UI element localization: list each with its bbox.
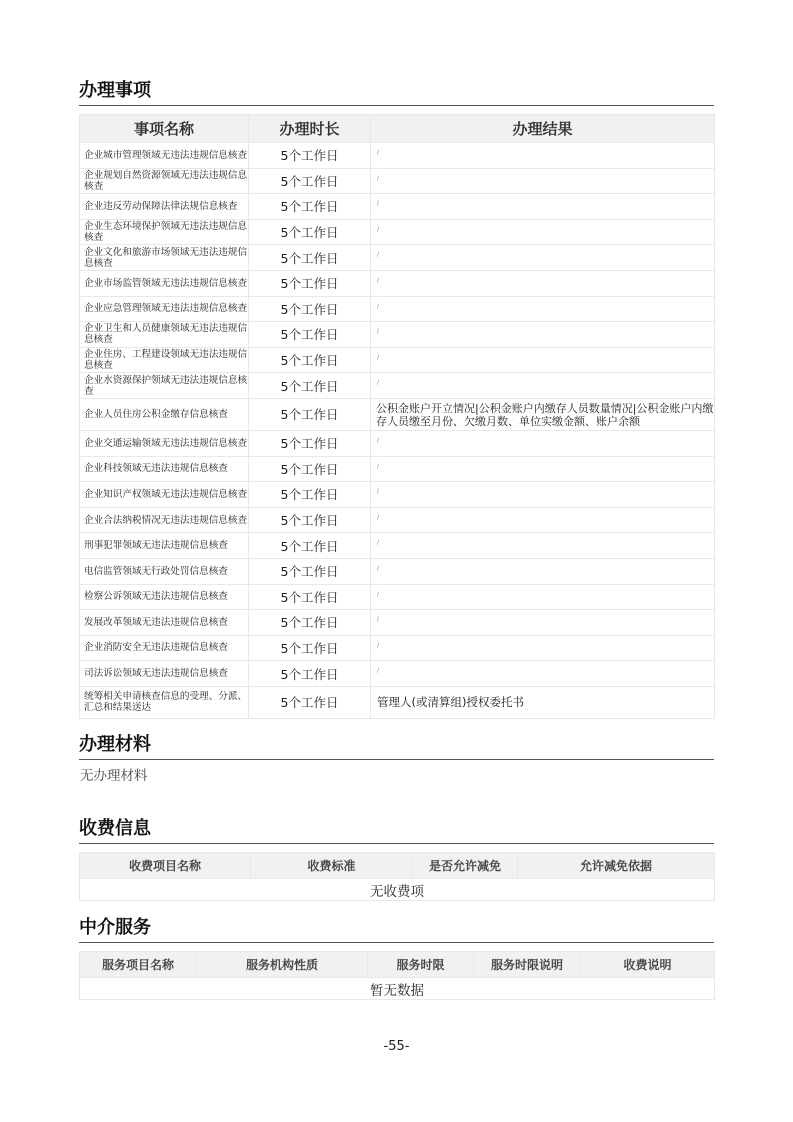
agency-empty-text: 暂无数据: [80, 978, 715, 1000]
item-name-cell: 企业水资源保护领域无违法违规信息核查: [80, 373, 249, 399]
table-row: [80, 661, 715, 687]
item-name-cell: 企业交通运输领域无违法违规信息核查: [80, 430, 249, 456]
item-name-cell: 企业违反劳动保障法律法规信息核查: [80, 194, 249, 220]
table-row: [80, 978, 715, 1000]
item-name-cell: 统筹相关申请核查信息的受理、分派、汇总和结果送达: [80, 686, 249, 718]
item-duration-cell: 5个工作日: [249, 584, 371, 610]
item-result-cell: /: [371, 168, 715, 194]
section-title-materials: 办理材料: [79, 733, 714, 760]
table-row: [80, 430, 715, 456]
item-name-cell: 企业生态环境保护领域无违法违规信息核查: [80, 219, 249, 245]
item-result-cell: /: [371, 456, 715, 482]
item-name-cell: 企业人员住房公积金缴存信息核查: [80, 398, 249, 430]
table-row: [80, 879, 715, 901]
item-duration-cell: 5个工作日: [249, 661, 371, 687]
item-name-cell: 企业文化和旅游市场领域无违法违规信息核查: [80, 245, 249, 271]
item-duration-cell: 5个工作日: [249, 686, 371, 718]
item-duration-cell: 5个工作日: [249, 558, 371, 584]
item-result-cell: /: [371, 143, 715, 169]
table-row: [80, 686, 715, 718]
item-result-cell: /: [371, 661, 715, 687]
column-header-duration: 办理时长: [249, 115, 371, 143]
item-name-cell: 企业合法纳税情况无违法违规信息核查: [80, 507, 249, 533]
table-row: [80, 610, 715, 636]
table-header-row: [80, 115, 715, 143]
table-row: [80, 584, 715, 610]
table-row: [80, 245, 715, 271]
column-header-fee-waiver-basis: 允许减免依据: [518, 853, 715, 879]
table-header-row: [80, 853, 715, 879]
table-row: [80, 635, 715, 661]
item-duration-cell: 5个工作日: [249, 143, 371, 169]
item-name-cell: 发展改革领域无违法违规信息核查: [80, 610, 249, 636]
item-result-cell: /: [371, 194, 715, 220]
column-header-item-name: 事项名称: [80, 115, 249, 143]
table-row: [80, 322, 715, 348]
section-title-fees: 收费信息: [79, 817, 714, 844]
table-row: [80, 168, 715, 194]
item-name-cell: 企业城市管理领域无违法违规信息核查: [80, 143, 249, 169]
column-header-service-time: 服务时限: [368, 952, 474, 978]
item-result-cell: /: [371, 296, 715, 322]
item-name-cell: 企业卫生和人员健康领域无违法违规信息核查: [80, 322, 249, 348]
item-duration-cell: 5个工作日: [249, 507, 371, 533]
table-row: [80, 507, 715, 533]
column-header-fee-note: 收费说明: [581, 952, 715, 978]
item-duration-cell: 5个工作日: [249, 347, 371, 373]
item-result-cell: /: [371, 430, 715, 456]
item-name-cell: 司法诉讼领域无违法违规信息核查: [80, 661, 249, 687]
item-duration-cell: 5个工作日: [249, 533, 371, 559]
item-result-cell: /: [371, 219, 715, 245]
items-table-body: [80, 143, 715, 719]
item-duration-cell: 5个工作日: [249, 398, 371, 430]
item-duration-cell: 5个工作日: [249, 296, 371, 322]
item-name-cell: 企业消防安全无违法违规信息核查: [80, 635, 249, 661]
table-row: [80, 347, 715, 373]
item-name-cell: 企业规划自然资源领域无违法违规信息核查: [80, 168, 249, 194]
item-duration-cell: 5个工作日: [249, 430, 371, 456]
column-header-fee-standard: 收费标准: [251, 853, 413, 879]
item-result-cell: /: [371, 558, 715, 584]
table-row: [80, 456, 715, 482]
table-row: [80, 194, 715, 220]
column-header-agency-nature: 服务机构性质: [197, 952, 368, 978]
column-header-result: 办理结果: [371, 115, 715, 143]
table-header-row: [80, 952, 715, 978]
item-name-cell: 检察公诉领域无违法违规信息核查: [80, 584, 249, 610]
items-table: [79, 114, 715, 719]
agency-table: [79, 951, 715, 1000]
item-result-cell: 公积金账户开立情况|公积金账户内缴存人员数量情况|公积金账户内缴存人员缴至月份、欠缴月数、单位实缴金额、账户余额: [371, 398, 715, 430]
item-result-cell: /: [371, 610, 715, 636]
item-duration-cell: 5个工作日: [249, 322, 371, 348]
table-row: [80, 270, 715, 296]
item-duration-cell: 5个工作日: [249, 270, 371, 296]
table-row: [80, 373, 715, 399]
item-name-cell: 企业科技领域无违法违规信息核查: [80, 456, 249, 482]
table-row: [80, 219, 715, 245]
column-header-fee-waiver: 是否允许减免: [413, 853, 518, 879]
item-duration-cell: 5个工作日: [249, 456, 371, 482]
item-name-cell: 企业知识产权领域无违法违规信息核查: [80, 482, 249, 508]
item-name-cell: 企业市场监管领域无违法违规信息核查: [80, 270, 249, 296]
item-duration-cell: 5个工作日: [249, 482, 371, 508]
table-row: [80, 398, 715, 430]
item-result-cell: /: [371, 507, 715, 533]
item-result-cell: /: [371, 482, 715, 508]
table-row: [80, 558, 715, 584]
item-duration-cell: 5个工作日: [249, 635, 371, 661]
item-result-cell: /: [371, 373, 715, 399]
column-header-service-time-note: 服务时限说明: [474, 952, 581, 978]
item-result-cell: 管理人(或清算组)授权委托书: [371, 686, 715, 718]
table-row: [80, 533, 715, 559]
item-name-cell: 企业住房、工程建设领域无违法违规信息核查: [80, 347, 249, 373]
item-name-cell: 企业应急管理领域无违法违规信息核查: [80, 296, 249, 322]
item-name-cell: 电信监管领域无行政处罚信息核查: [80, 558, 249, 584]
item-name-cell: 刑事犯罪领域无违法违规信息核查: [80, 533, 249, 559]
item-result-cell: /: [371, 322, 715, 348]
section-title-agency: 中介服务: [79, 916, 714, 943]
materials-text: 无办理材料: [80, 768, 148, 784]
item-duration-cell: 5个工作日: [249, 245, 371, 271]
item-duration-cell: 5个工作日: [249, 610, 371, 636]
item-duration-cell: 5个工作日: [249, 373, 371, 399]
item-duration-cell: 5个工作日: [249, 219, 371, 245]
item-result-cell: /: [371, 584, 715, 610]
item-result-cell: /: [371, 347, 715, 373]
item-result-cell: /: [371, 245, 715, 271]
item-result-cell: /: [371, 533, 715, 559]
item-duration-cell: 5个工作日: [249, 194, 371, 220]
item-duration-cell: 5个工作日: [249, 168, 371, 194]
table-row: [80, 482, 715, 508]
item-result-cell: /: [371, 635, 715, 661]
page-number: -55-: [383, 1039, 410, 1054]
column-header-service-item: 服务项目名称: [80, 952, 197, 978]
item-result-cell: /: [371, 270, 715, 296]
table-row: [80, 143, 715, 169]
column-header-fee-item: 收费项目名称: [80, 853, 251, 879]
section-title-items: 办理事项: [79, 79, 714, 106]
fees-table: [79, 852, 715, 901]
fees-empty-text: 无收费项: [80, 879, 715, 901]
table-row: [80, 296, 715, 322]
